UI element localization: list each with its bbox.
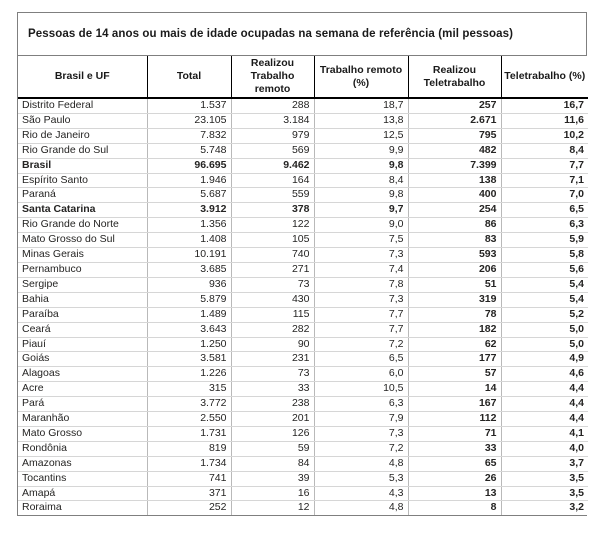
cell-value: 254 (408, 203, 501, 218)
cell-uf: Pará (18, 397, 147, 412)
table-body (18, 98, 588, 515)
cell-uf: Sergipe (18, 277, 147, 292)
cell-value: 6,3 (501, 218, 588, 233)
cell-value: 5,4 (501, 292, 588, 307)
cell-value: 4,8 (314, 501, 408, 515)
cell-uf: Espírito Santo (18, 173, 147, 188)
cell-value: 7,7 (314, 322, 408, 337)
cell-value: 593 (408, 248, 501, 263)
column-header-total[interactable]: Total (147, 56, 231, 98)
cell-uf: Piauí (18, 337, 147, 352)
cell-value: 7,7 (314, 307, 408, 322)
cell-value: 7,4 (314, 262, 408, 277)
cell-value: 1.731 (147, 426, 231, 441)
table-row[interactable] (18, 173, 588, 188)
cell-value: 3.184 (231, 113, 314, 128)
cell-value: 430 (231, 292, 314, 307)
cell-uf: Amazonas (18, 456, 147, 471)
cell-uf: Tocantins (18, 471, 147, 486)
cell-value: 13,8 (314, 113, 408, 128)
cell-value: 33 (231, 382, 314, 397)
cell-value: 3.772 (147, 397, 231, 412)
cell-value: 71 (408, 426, 501, 441)
cell-value: 271 (231, 262, 314, 277)
cell-value: 9.462 (231, 158, 314, 173)
cell-uf: Rio Grande do Norte (18, 218, 147, 233)
cell-uf: Roraima (18, 501, 147, 515)
table-row[interactable] (18, 441, 588, 456)
table-row[interactable] (18, 262, 588, 277)
table-row[interactable] (18, 203, 588, 218)
cell-value: 315 (147, 382, 231, 397)
cell-value: 4,0 (501, 441, 588, 456)
cell-value: 5.879 (147, 292, 231, 307)
cell-value: 231 (231, 352, 314, 367)
table-row[interactable] (18, 292, 588, 307)
table-row[interactable] (18, 188, 588, 203)
cell-value: 1.408 (147, 233, 231, 248)
cell-value: 4,4 (501, 412, 588, 427)
cell-uf: Rio Grande do Sul (18, 143, 147, 158)
cell-value: 371 (147, 486, 231, 501)
table-row[interactable] (18, 426, 588, 441)
cell-value: 26 (408, 471, 501, 486)
table-title: Pessoas de 14 anos ou mais de idade ocupadas na semana de referência (mil pessoas) (18, 13, 586, 56)
table-row[interactable] (18, 412, 588, 427)
cell-uf: Mato Grosso (18, 426, 147, 441)
cell-uf: Alagoas (18, 367, 147, 382)
table-row[interactable] (18, 471, 588, 486)
cell-value: 10.191 (147, 248, 231, 263)
cell-value: 8,4 (501, 143, 588, 158)
cell-value: 86 (408, 218, 501, 233)
cell-uf: Amapá (18, 486, 147, 501)
cell-value: 238 (231, 397, 314, 412)
cell-value: 400 (408, 188, 501, 203)
cell-value: 9,7 (314, 203, 408, 218)
cell-value: 177 (408, 352, 501, 367)
table-row[interactable] (18, 307, 588, 322)
cell-value: 9,8 (314, 158, 408, 173)
cell-value: 3,2 (501, 501, 588, 515)
table-row[interactable] (18, 486, 588, 501)
table-row[interactable] (18, 397, 588, 412)
cell-value: 206 (408, 262, 501, 277)
cell-value: 126 (231, 426, 314, 441)
cell-value: 979 (231, 128, 314, 143)
cell-value: 10,2 (501, 128, 588, 143)
cell-value: 73 (231, 367, 314, 382)
cell-value: 33 (408, 441, 501, 456)
data-table (18, 56, 588, 515)
cell-value: 7,0 (501, 188, 588, 203)
cell-value: 819 (147, 441, 231, 456)
table-row[interactable] (18, 233, 588, 248)
cell-value: 115 (231, 307, 314, 322)
cell-uf: Minas Gerais (18, 248, 147, 263)
cell-value: 257 (408, 98, 501, 113)
cell-uf: Ceará (18, 322, 147, 337)
cell-value: 6,0 (314, 367, 408, 382)
table-row[interactable] (18, 218, 588, 233)
cell-value: 569 (231, 143, 314, 158)
cell-value: 6,3 (314, 397, 408, 412)
cell-uf: Paraíba (18, 307, 147, 322)
cell-value: 1.537 (147, 98, 231, 113)
table-row[interactable] (18, 98, 588, 113)
cell-value: 8,4 (314, 173, 408, 188)
report-table (17, 12, 587, 516)
cell-uf: Acre (18, 382, 147, 397)
cell-value: 5,0 (501, 322, 588, 337)
cell-value: 7,3 (314, 426, 408, 441)
cell-value: 51 (408, 277, 501, 292)
cell-value: 11,6 (501, 113, 588, 128)
cell-value: 482 (408, 143, 501, 158)
table-row[interactable] (18, 501, 588, 515)
table-header (18, 56, 588, 98)
cell-value: 84 (231, 456, 314, 471)
cell-value: 1.489 (147, 307, 231, 322)
cell-value: 4,8 (314, 456, 408, 471)
cell-uf: Goiás (18, 352, 147, 367)
cell-value: 1.356 (147, 218, 231, 233)
cell-value: 1.734 (147, 456, 231, 471)
cell-value: 3,5 (501, 471, 588, 486)
cell-value: 2.671 (408, 113, 501, 128)
cell-value: 7,2 (314, 441, 408, 456)
cell-value: 10,5 (314, 382, 408, 397)
cell-value: 16 (231, 486, 314, 501)
cell-value: 4,9 (501, 352, 588, 367)
column-header-teletrabalho-pct[interactable]: Teletrabalho (%) (501, 56, 588, 98)
cell-value: 7,3 (314, 292, 408, 307)
cell-uf: Rio de Janeiro (18, 128, 147, 143)
cell-value: 96.695 (147, 158, 231, 173)
cell-value: 740 (231, 248, 314, 263)
column-header-trabalho-remoto-pct[interactable]: Trabalho remoto (%) (314, 56, 408, 98)
cell-value: 2.550 (147, 412, 231, 427)
cell-value: 1.226 (147, 367, 231, 382)
cell-value: 7,9 (314, 412, 408, 427)
table-row[interactable] (18, 158, 588, 173)
cell-value: 3,5 (501, 486, 588, 501)
cell-value: 5,2 (501, 307, 588, 322)
cell-value: 122 (231, 218, 314, 233)
cell-value: 62 (408, 337, 501, 352)
cell-value: 4,4 (501, 397, 588, 412)
cell-value: 5,9 (501, 233, 588, 248)
table-row[interactable] (18, 456, 588, 471)
cell-value: 4,4 (501, 382, 588, 397)
cell-uf: Mato Grosso do Sul (18, 233, 147, 248)
cell-value: 7,1 (501, 173, 588, 188)
cell-value: 138 (408, 173, 501, 188)
cell-value: 8 (408, 501, 501, 515)
cell-value: 39 (231, 471, 314, 486)
cell-value: 3.581 (147, 352, 231, 367)
cell-value: 795 (408, 128, 501, 143)
cell-value: 83 (408, 233, 501, 248)
column-header-realizou-trabalho-remoto[interactable]: Realizou Trabalho remoto (231, 56, 314, 98)
cell-value: 6,5 (501, 203, 588, 218)
cell-value: 65 (408, 456, 501, 471)
cell-value: 936 (147, 277, 231, 292)
cell-value: 73 (231, 277, 314, 292)
cell-value: 9,0 (314, 218, 408, 233)
cell-uf: Paraná (18, 188, 147, 203)
cell-value: 4,6 (501, 367, 588, 382)
cell-value: 9,8 (314, 188, 408, 203)
cell-value: 6,5 (314, 352, 408, 367)
cell-value: 288 (231, 98, 314, 113)
cell-value: 1.250 (147, 337, 231, 352)
cell-uf: Bahia (18, 292, 147, 307)
cell-value: 559 (231, 188, 314, 203)
cell-value: 7,7 (501, 158, 588, 173)
cell-value: 164 (231, 173, 314, 188)
cell-value: 3,7 (501, 456, 588, 471)
cell-value: 5,3 (314, 471, 408, 486)
table-row[interactable] (18, 248, 588, 263)
cell-value: 18,7 (314, 98, 408, 113)
cell-value: 167 (408, 397, 501, 412)
cell-uf: Rondônia (18, 441, 147, 456)
cell-value: 378 (231, 203, 314, 218)
cell-value: 57 (408, 367, 501, 382)
cell-value: 201 (231, 412, 314, 427)
table-row[interactable] (18, 143, 588, 158)
cell-value: 7,2 (314, 337, 408, 352)
cell-uf: São Paulo (18, 113, 147, 128)
cell-value: 7,8 (314, 277, 408, 292)
cell-value: 252 (147, 501, 231, 515)
cell-uf: Brasil (18, 158, 147, 173)
cell-value: 3.912 (147, 203, 231, 218)
cell-value: 3.643 (147, 322, 231, 337)
table-row[interactable] (18, 277, 588, 292)
column-header-realizou-teletrabalho[interactable]: Realizou Teletrabalho (408, 56, 501, 98)
cell-value: 5,0 (501, 337, 588, 352)
cell-value: 5.748 (147, 143, 231, 158)
cell-value: 4,3 (314, 486, 408, 501)
cell-value: 78 (408, 307, 501, 322)
cell-value: 59 (231, 441, 314, 456)
cell-uf: Santa Catarina (18, 203, 147, 218)
table-row[interactable] (18, 337, 588, 352)
cell-value: 7,3 (314, 248, 408, 263)
cell-value: 4,1 (501, 426, 588, 441)
table-row[interactable] (18, 367, 588, 382)
cell-value: 5.687 (147, 188, 231, 203)
table-row[interactable] (18, 352, 588, 367)
cell-value: 7,5 (314, 233, 408, 248)
cell-value: 182 (408, 322, 501, 337)
cell-value: 23.105 (147, 113, 231, 128)
cell-uf: Maranhão (18, 412, 147, 427)
cell-value: 5,8 (501, 248, 588, 263)
column-header-brasil-e-uf[interactable]: Brasil e UF (18, 56, 147, 98)
table-row[interactable] (18, 322, 588, 337)
cell-value: 319 (408, 292, 501, 307)
cell-value: 90 (231, 337, 314, 352)
table-row[interactable] (18, 382, 588, 397)
cell-value: 3.685 (147, 262, 231, 277)
cell-value: 7.399 (408, 158, 501, 173)
cell-value: 741 (147, 471, 231, 486)
cell-value: 112 (408, 412, 501, 427)
cell-value: 282 (231, 322, 314, 337)
cell-value: 12,5 (314, 128, 408, 143)
cell-value: 9,9 (314, 143, 408, 158)
cell-uf: Distrito Federal (18, 98, 147, 113)
cell-value: 14 (408, 382, 501, 397)
cell-uf: Pernambuco (18, 262, 147, 277)
table-row[interactable] (18, 128, 588, 143)
cell-value: 1.946 (147, 173, 231, 188)
cell-value: 12 (231, 501, 314, 515)
cell-value: 13 (408, 486, 501, 501)
table-row[interactable] (18, 113, 588, 128)
cell-value: 105 (231, 233, 314, 248)
cell-value: 5,6 (501, 262, 588, 277)
cell-value: 16,7 (501, 98, 588, 113)
cell-value: 5,4 (501, 277, 588, 292)
cell-value: 7.832 (147, 128, 231, 143)
